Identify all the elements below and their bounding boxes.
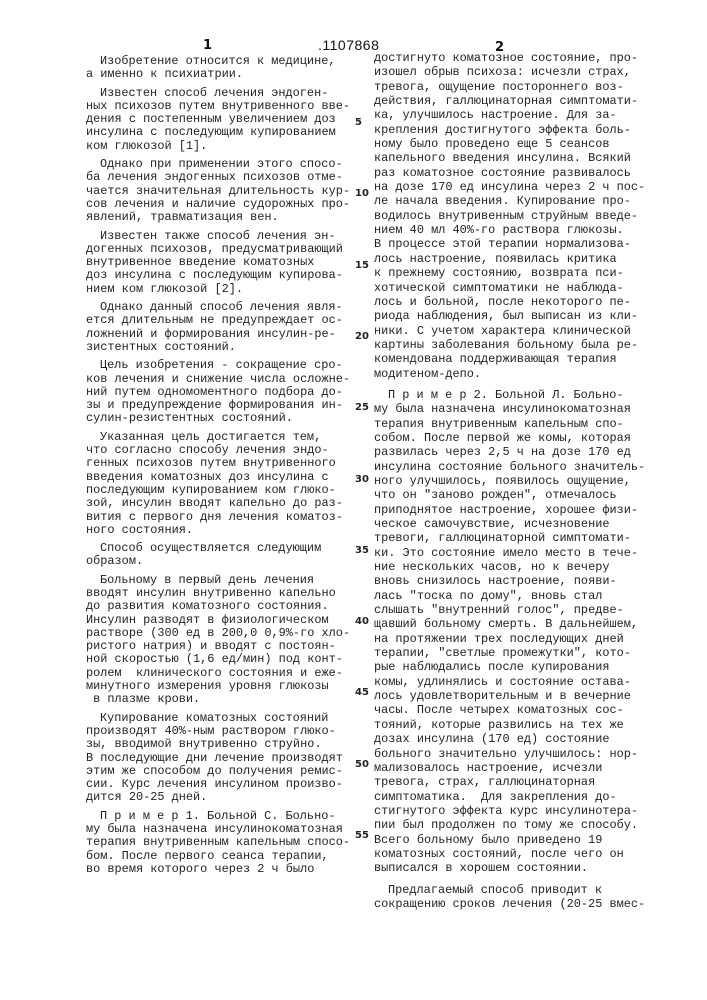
text-line: к прежнему состоянию, возврата пси- — [374, 266, 645, 280]
text-line: собом. После первой же комы, которая — [374, 431, 645, 445]
text-line: нием 40 мл 40%-го раствора глюкозы. — [374, 223, 645, 237]
paragraph — [374, 51, 645, 381]
text-line: водилось внутривенным струйным введе- — [374, 209, 645, 223]
text-line: больного значительно улучшилось: нор- — [374, 747, 645, 761]
line-number: 20 — [355, 331, 371, 343]
text-line: ется длительным не предупреждает ос- — [86, 314, 350, 327]
text-line: Купирование коматозных состояний — [86, 712, 350, 725]
text-line: часы. После четырех коматозных сос- — [374, 703, 645, 717]
text-line: Предлагаемый способ приводит к — [374, 883, 645, 897]
text-line: пии был продолжен по тому же способу. — [374, 818, 645, 832]
text-line: ной скоростью (1,6 ед/мин) под конт- — [86, 653, 350, 666]
line-number: 10 — [355, 188, 371, 200]
text-line: ба лечения эндогенных психозов отме- — [86, 171, 350, 184]
text-line: генных психозов путем внутривенного — [86, 457, 350, 470]
text-line: дения с постепенным увеличением доз — [86, 113, 350, 126]
text-line: на протяжении трех последующих дней — [374, 632, 645, 646]
text-line: Способ осуществляется следующим — [86, 542, 350, 555]
text-line: минутного измерения уровня глюкозы — [86, 680, 350, 693]
text-line: дится 20-25 дней. — [86, 791, 350, 804]
text-line: мализовалось настроение, исчезли — [374, 761, 645, 775]
text-line: симптоматика. Для закрепления до- — [374, 790, 645, 804]
text-line: этим же способом до получения ремис- — [86, 765, 350, 778]
text-line: до развития коматозного состояния. — [86, 600, 350, 613]
text-line: в плазме крови. — [86, 693, 350, 706]
text-line: слышать "внутренний голос", предве- — [374, 603, 645, 617]
text-line: Инсулин разводят в физиологическом — [86, 614, 350, 627]
text-line: хотической симптоматики не наблюда- — [374, 281, 645, 295]
text-line: ка, улучшилось настроение. Для за- — [374, 108, 645, 122]
text-line: последующим купированием ком глюко- — [86, 484, 350, 497]
paragraph — [374, 883, 645, 912]
text-line: во время которого через 2 ч было — [86, 863, 350, 876]
text-line: ний путем одномоментного подбора до- — [86, 386, 350, 399]
text-line: производят 40%-ным раствором глюко- — [86, 725, 350, 738]
page-number-right: 2 — [495, 40, 504, 55]
text-line: Цель изобретения - сокращение сро- — [86, 359, 350, 372]
text-line: тревога, ощущение постороннего воз- — [374, 80, 645, 94]
text-line: Известен способ лечения эндоген- — [86, 87, 350, 100]
text-line: выписался в хорошем состоянии. — [374, 861, 645, 875]
text-line: инсулина состояние больного значитель- — [374, 460, 645, 474]
text-line: лось удовлетворительным и в вечерние — [374, 689, 645, 703]
text-line: сии. Курс лечения инсулином произво- — [86, 778, 350, 791]
text-line: му была назначена инсулинокоматозная — [86, 823, 350, 836]
text-line: лось настроение, появилась критика — [374, 252, 645, 266]
text-line: Изобретение относится к медицине, — [86, 55, 350, 68]
text-line: раз коматозное состояние развивалось — [374, 166, 645, 180]
text-line: ние нескольких часов, но к вечеру — [374, 560, 645, 574]
text-line: что он "заново рожден", отмечалось — [374, 488, 645, 502]
text-line: ному было проведено еще 5 сеансов — [374, 137, 645, 151]
text-line: вводят инсулин внутривенно капельно — [86, 587, 350, 600]
line-number: 45 — [355, 687, 371, 699]
text-line: бом. После первого сеанса терапии, — [86, 850, 350, 863]
paragraph — [86, 359, 350, 425]
text-line: рые наблюдались после купирования — [374, 660, 645, 674]
text-line: достигнуто коматозное состояние, про- — [374, 51, 645, 65]
text-line: доз инсулина с последующим купирова- — [86, 269, 350, 282]
text-line: ных психозов путем внутривенного вве- — [86, 100, 350, 113]
text-line: тояний, которые развились на тех же — [374, 718, 645, 732]
text-line: стигнутого эффекта курс инсулинотера- — [374, 804, 645, 818]
text-line: му была назначена инсулинокоматозная — [374, 402, 645, 416]
line-number: 30 — [355, 474, 371, 486]
text-line: образом. — [86, 555, 350, 568]
line-number: 35 — [355, 545, 371, 557]
text-line: тревоги, галлюцинаторной симптомати- — [374, 531, 645, 545]
text-line: явлений, травматизация вен. — [86, 211, 350, 224]
text-line: а именно к психиатрии. — [86, 68, 350, 81]
text-line: развилась через 2,5 ч на дозе 170 ед — [374, 445, 645, 459]
text-line: что согласно способу лечения эндо- — [86, 444, 350, 457]
text-line: риода наблюдения, был выписан из кли- — [374, 309, 645, 323]
text-line: догенных психозов, предусматривающий — [86, 243, 350, 256]
text-line: лась "тоска по дому", вновь стал — [374, 589, 645, 603]
paragraph — [374, 388, 645, 876]
text-line: сов лечения и наличие судорожных про- — [86, 198, 350, 211]
line-number: 25 — [355, 402, 371, 414]
text-line: комендована поддерживающая терапия — [374, 352, 645, 366]
text-line: терапия внутривенным капельным спо- — [374, 417, 645, 431]
text-line: действия, галлюцинаторная симптомати- — [374, 94, 645, 108]
text-line: вития с первого дня лечения коматоз- — [86, 511, 350, 524]
text-line: терапия внутривенным капельным спосо- — [86, 836, 350, 849]
paragraph — [86, 712, 350, 805]
text-line: Указанная цель достигается тем, — [86, 431, 350, 444]
text-line: нием ком глюкозой [2]. — [86, 283, 350, 296]
paragraph — [86, 158, 350, 224]
text-line: щавший больному смерть. В дальнейшем, — [374, 617, 645, 631]
text-line: ческое самочувствие, исчезновение — [374, 517, 645, 531]
paragraph — [86, 55, 350, 82]
text-line: Больному в первый день лечения — [86, 574, 350, 587]
line-number: 50 — [355, 759, 371, 771]
text-line: растворе (300 ед в 200,0 0,9%-го хло- — [86, 627, 350, 640]
text-line: на дозе 170 ед инсулина через 2 ч пос- — [374, 180, 645, 194]
paragraph — [86, 542, 350, 569]
paragraph — [86, 574, 350, 707]
text-line: приподнятое настроение, хорошее физи- — [374, 503, 645, 517]
text-line: капельного введения инсулина. Всякий — [374, 151, 645, 165]
line-number: 55 — [355, 830, 371, 842]
left-column — [86, 55, 350, 881]
text-line: зой, инсулин вводят капельно до раз- — [86, 497, 350, 510]
text-line: тревога, страх, галлюцинаторная — [374, 775, 645, 789]
paragraph — [86, 431, 350, 537]
text-line: сокращению сроков лечения (20-25 вмес- — [374, 897, 645, 911]
text-line: ристого натрия) и вводят с постоян- — [86, 640, 350, 653]
line-number: 5 — [355, 117, 371, 129]
text-line: Известен также способ лечения эн- — [86, 230, 350, 243]
text-line: ков лечения и снижение числа осложне- — [86, 373, 350, 386]
text-line: ложнений и формирования инсулин-ре- — [86, 328, 350, 341]
text-line: зы, вводимой внутривенно струйно. — [86, 738, 350, 751]
text-line: ного улучшилось, появилось ощущение, — [374, 474, 645, 488]
text-line: зы и предупреждение формирования ин- — [86, 399, 350, 412]
text-line: П р и м е р 2. Больной Л. Больно- — [374, 388, 645, 402]
text-line: ники. С учетом характера клинической — [374, 324, 645, 338]
paragraph — [86, 87, 350, 153]
text-line: крепления достигнутого эффекта боль- — [374, 123, 645, 137]
text-line: сулин-резистентных состояний. — [86, 412, 350, 425]
paragraph — [86, 301, 350, 354]
text-line: внутривенное введение коматозных — [86, 256, 350, 269]
text-line: Всего больному было приведено 19 — [374, 833, 645, 847]
text-line: дозах инсулина (170 ед) состояние — [374, 732, 645, 746]
right-column — [374, 51, 645, 918]
page-number-left: 1 — [203, 38, 212, 53]
text-line: В последующие дни лечение производят — [86, 752, 350, 765]
text-line: Однако данный способ лечения явля- — [86, 301, 350, 314]
text-line: ного состояния. — [86, 524, 350, 537]
text-line: лось и больной, после некоторого пе- — [374, 295, 645, 309]
text-line: ле начала введения. Купирование про- — [374, 194, 645, 208]
line-number: 40 — [355, 616, 371, 628]
text-line: Однако при применении этого спосо- — [86, 158, 350, 171]
text-line: В процессе этой терапии нормализова- — [374, 237, 645, 251]
paragraph — [86, 810, 350, 876]
paragraph — [86, 230, 350, 296]
text-line: изошел обрыв психоза: исчезли страх, — [374, 65, 645, 79]
line-number: 15 — [355, 260, 371, 272]
text-line: введения коматозных доз инсулина с — [86, 471, 350, 484]
text-line: коматозных состояний, после чего он — [374, 847, 645, 861]
text-line: зистентных состояний. — [86, 341, 350, 354]
text-line: ки. Это состояние имело место в тече- — [374, 546, 645, 560]
text-line: П р и м е р 1. Больной С. Больно- — [86, 810, 350, 823]
text-line: ролем клинического состояния и еже- — [86, 667, 350, 680]
text-line: комы, удлинялись и состояние остава- — [374, 675, 645, 689]
text-line: терапии, "светлые промежутки", кото- — [374, 646, 645, 660]
text-line: вновь снизилось настроение, появи- — [374, 574, 645, 588]
text-line: инсулина с последующим купированием — [86, 126, 350, 139]
text-line: картины заболевания больному была ре- — [374, 338, 645, 352]
text-line: модитеном-депо. — [374, 367, 645, 381]
patent-number: .1107868 — [318, 37, 379, 53]
text-line: ком глюкозой [1]. — [86, 140, 350, 153]
text-line: чается значительная длительность кур- — [86, 185, 350, 198]
